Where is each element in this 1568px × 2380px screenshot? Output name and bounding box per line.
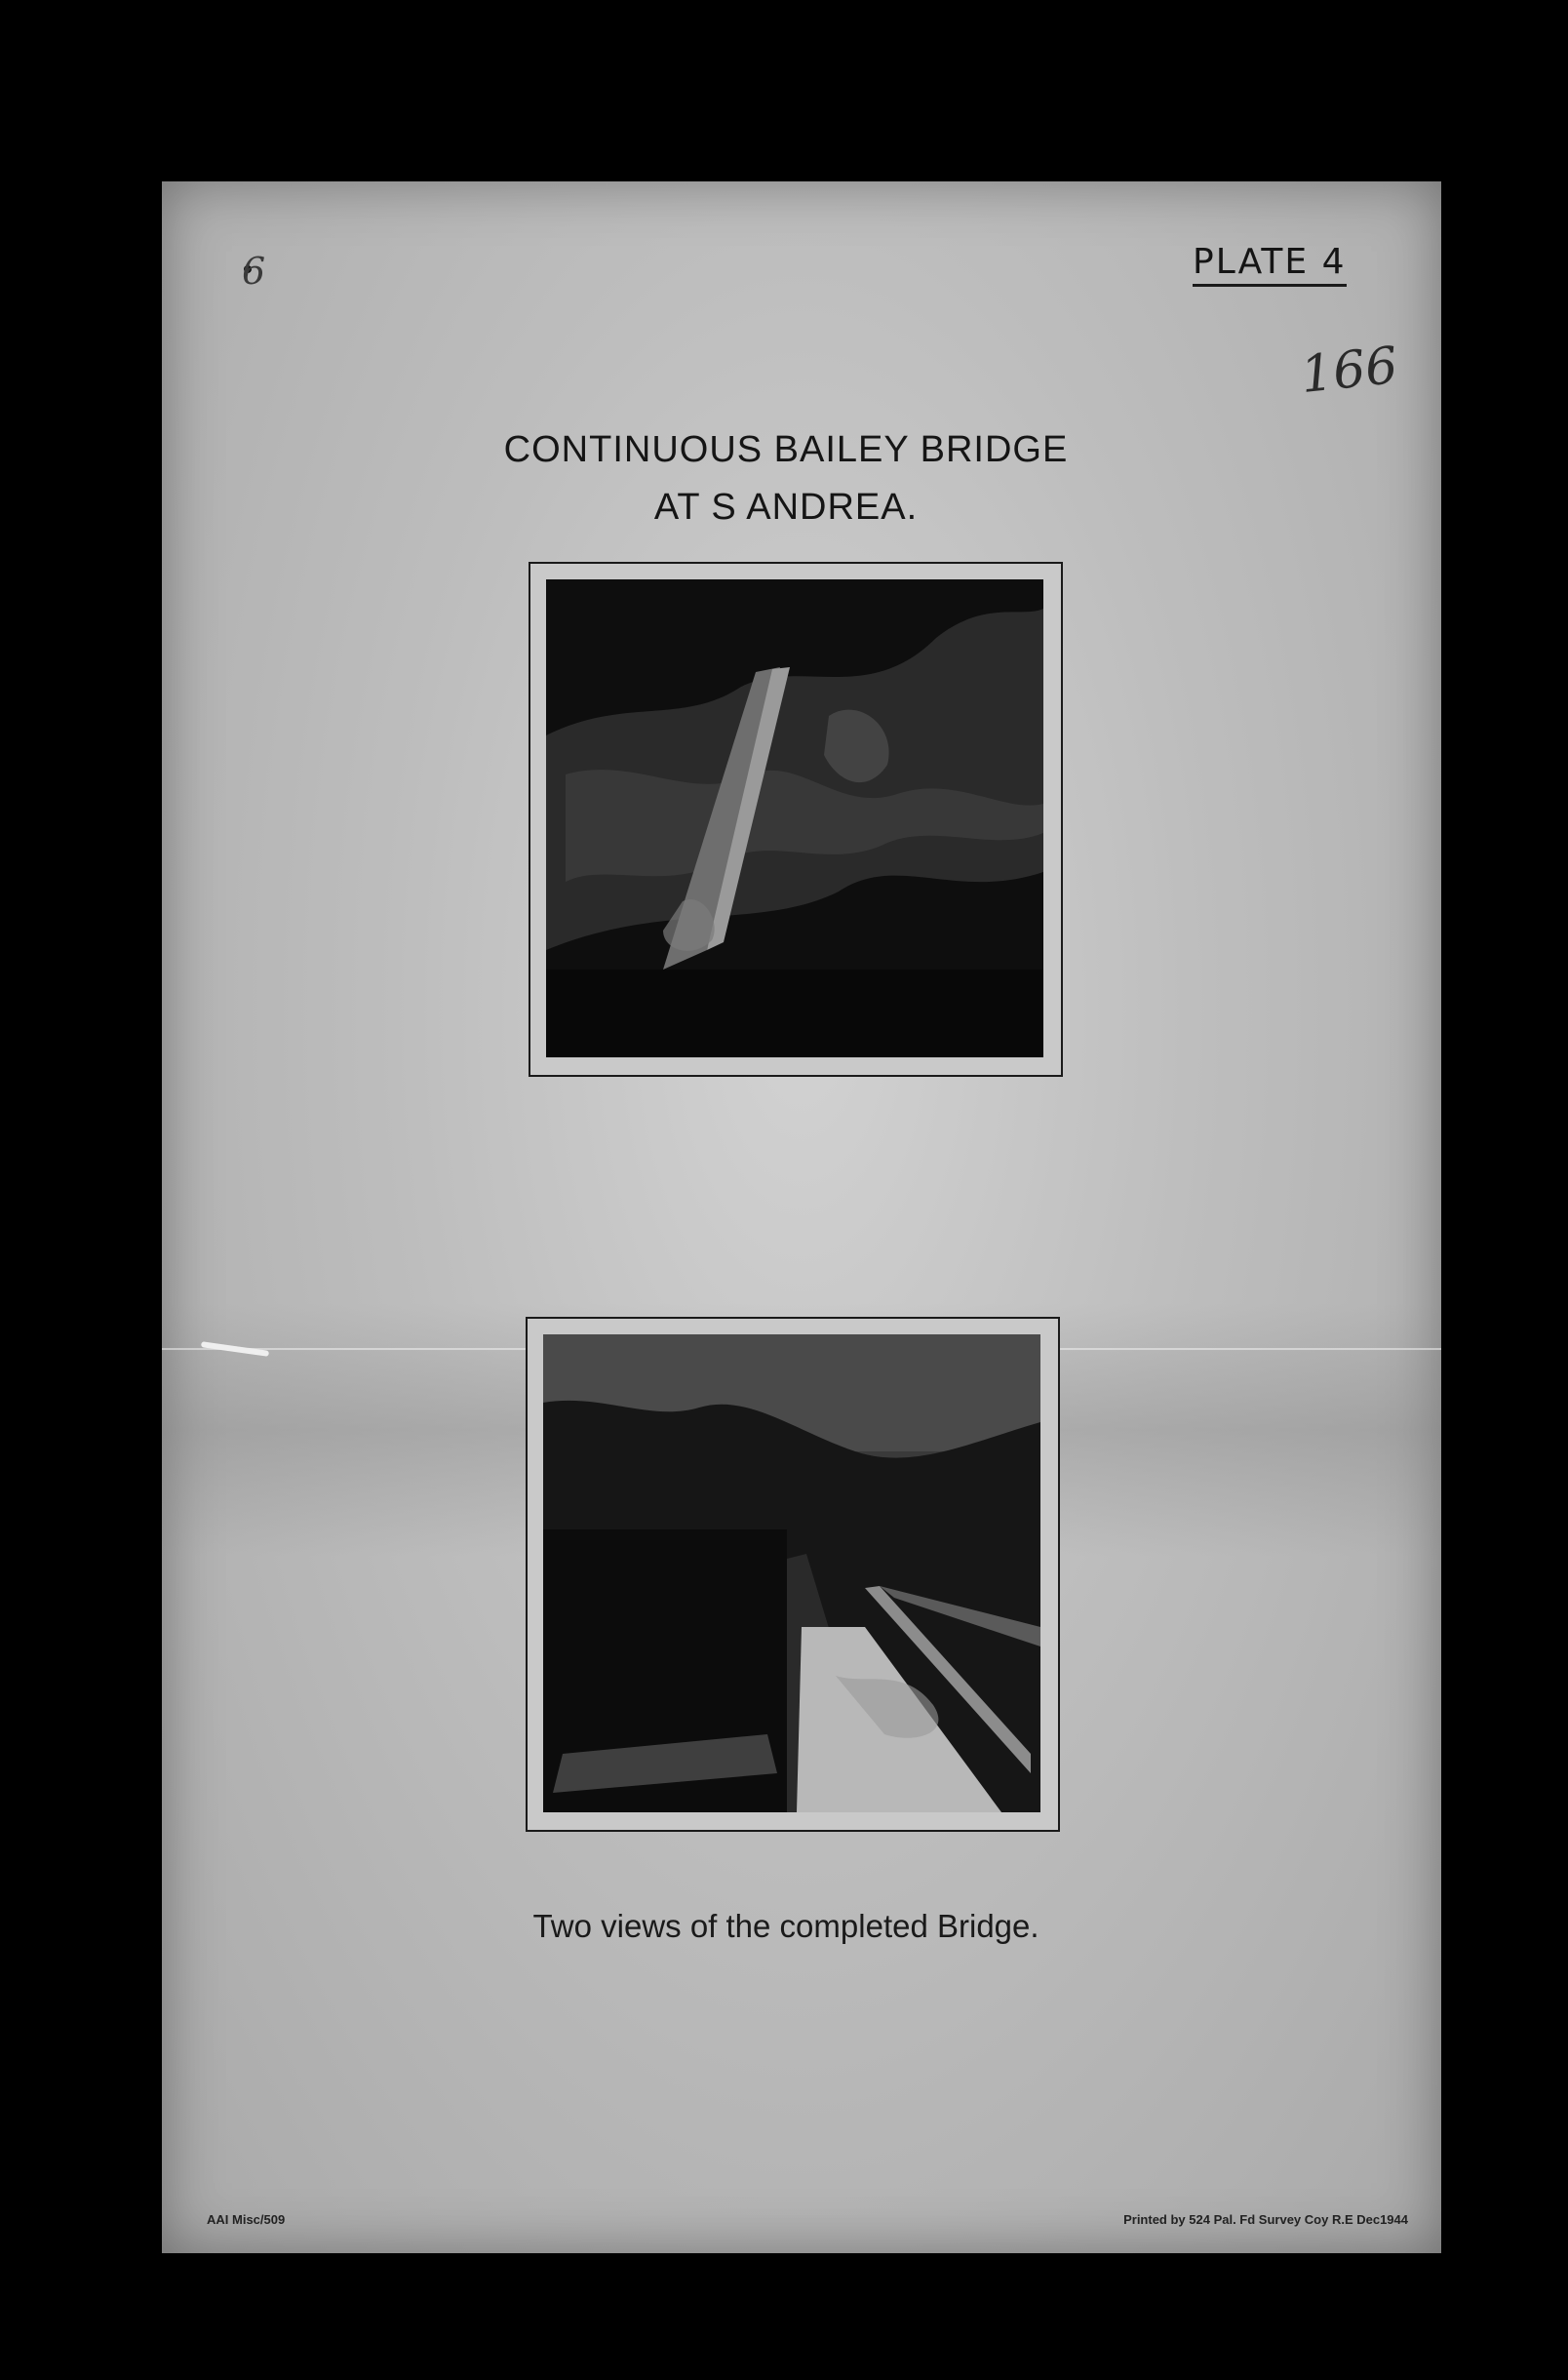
photo-frame-top (529, 562, 1063, 1077)
photo-caption: Two views of the completed Bridge. (532, 1908, 1039, 1944)
plate-label: PLATE 4 (1193, 242, 1347, 287)
photo-bridge-from-above (546, 579, 1043, 1057)
footer-reference: AAI Misc/509 (207, 2212, 286, 2227)
photo-frame-bottom (526, 1317, 1060, 1832)
handwritten-page-number: 166 (1298, 336, 1401, 406)
pencil-mark: 6 (242, 250, 266, 293)
document-sheet (162, 181, 1441, 2253)
photo-image-top (546, 579, 1043, 1057)
footer-printer-credit: Printed by 524 Pal. Fd Survey Coy R.E Dec1944 (1123, 2212, 1408, 2227)
title-line-1: CONTINUOUS BAILEY BRIDGE (503, 429, 1069, 470)
title-line-2: AT S ANDREA. (653, 487, 919, 528)
photo-image-bottom (543, 1334, 1040, 1812)
photo-bridge-deck-view (543, 1334, 1040, 1812)
